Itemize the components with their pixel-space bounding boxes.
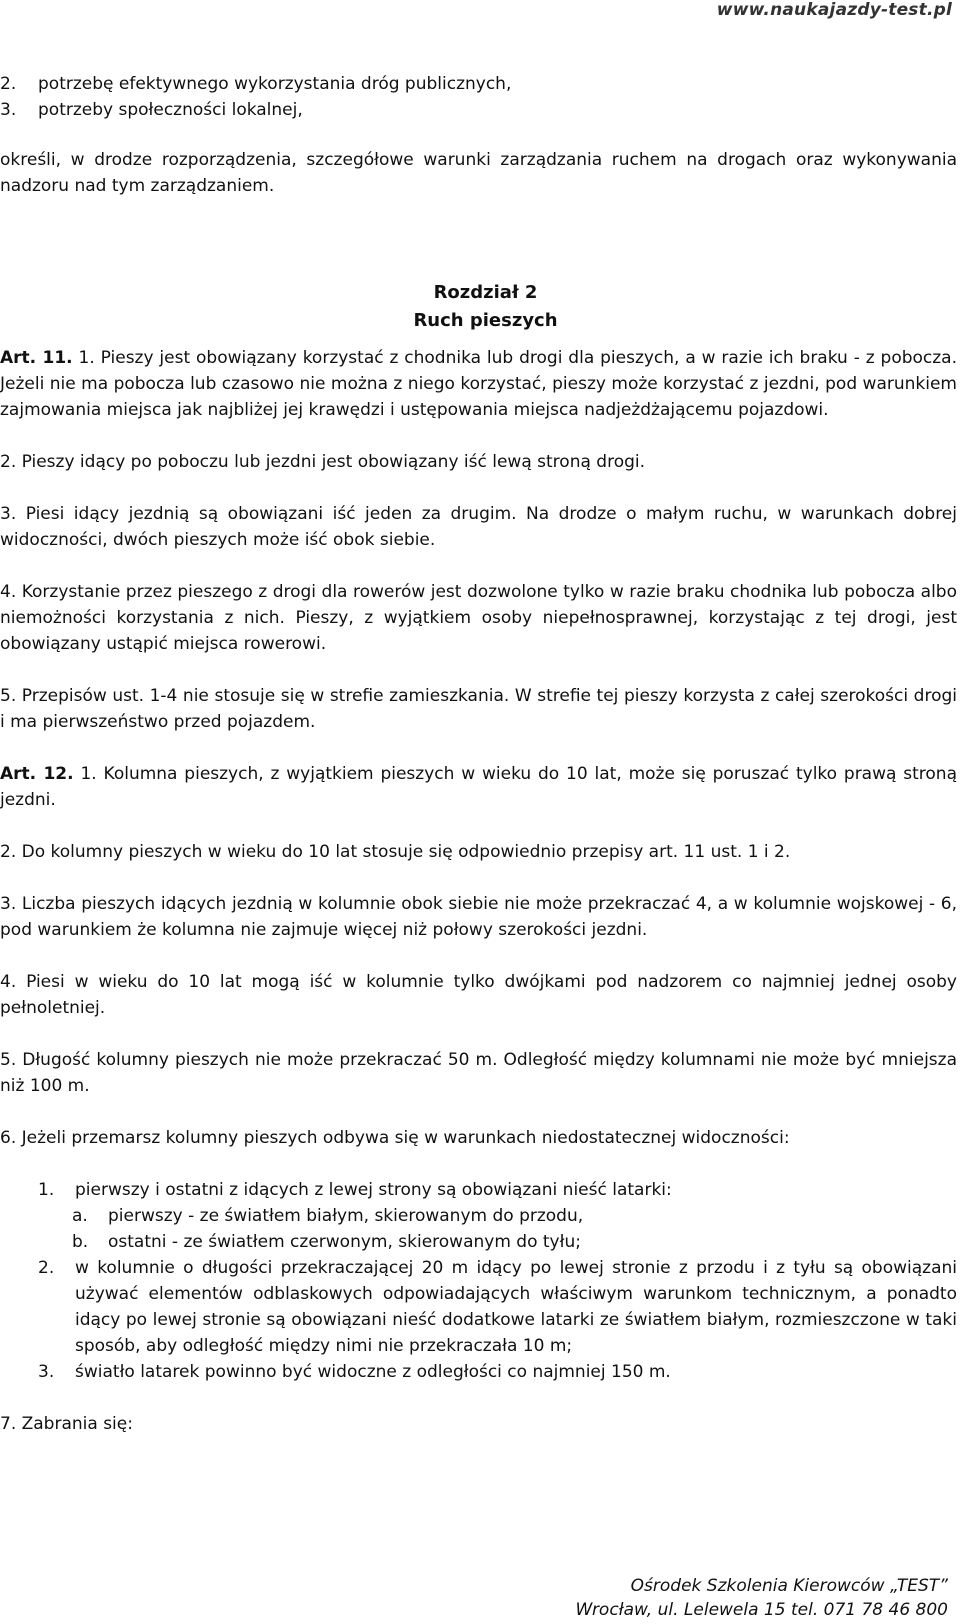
art12-para7: 7. Zabrania się: (0, 1414, 133, 1434)
art12-para4: 4. Piesi w wieku do 10 lat mogą iść w kolumnie tylko dwójkami pod nadzorem co najmniej jednej osoby pełnoletniej. (0, 972, 957, 1018)
art11-para3: 3. Piesi idący jezdnią są obowiązani iść jeden za drugim. Na drodze o małym ruchu, w warunkach dobrej widoczności, dwóch pieszych może iść obok siebie. (0, 504, 957, 550)
art11-para5: 5. Przepisów ust. 1-4 nie stosuje się w strefie zamieszkania. W strefie tej pieszy korzysta z całej szerokości drogi i ma pierwszeństwo przed pojazdem. (0, 686, 957, 732)
art12-para1 (0, 761, 957, 813)
art12-para5: 5. Długość kolumny pieszych nie może przekraczać 50 m. Odległość między kolumnami nie może być mniejsza niż 100 m. (0, 1050, 957, 1096)
art11-para1 (0, 345, 957, 423)
footer-school-name: Ośrodek Szkolenia Kierowców „TEST” (630, 1576, 948, 1596)
list-number: 2. (0, 74, 17, 94)
list-number: a. (72, 1206, 88, 1226)
art12-para2: 2. Do kolumny pieszych w wieku do 10 lat stosuje się odpowiednio przepisy art. 11 ust. 1 i 2. (0, 842, 791, 862)
header-url[interactable]: www.naukajazdy-test.pl (716, 0, 952, 20)
document-body (0, 71, 957, 1437)
sublist-item (0, 1203, 957, 1229)
article-heading: Art. 12. (0, 764, 74, 784)
list-number: 3. (38, 1362, 55, 1382)
conditions-list (0, 1177, 957, 1203)
list-item (0, 97, 957, 123)
art12-para3: 3. Liczba pieszych idących jezdnią w kolumnie obok siebie nie może przekraczać 4, a w kolumnie wojskowej - 6, pod warunkiem że kolumna nie zajmuje więcej niż połowy szerokości jezdni. (0, 894, 957, 940)
article-heading: Art. 11. (0, 348, 73, 368)
lights-sublist (0, 1203, 957, 1255)
list-text: potrzeby społeczności lokalnej, (38, 100, 303, 120)
list-text: pierwszy i ostatni z idących z lewej strony są obowiązani nieść latarki: (75, 1180, 672, 1200)
paragraph-text: 1. Kolumna pieszych, z wyjątkiem pieszych w wieku do 10 lat, może się poruszać tylko prawą stroną jezdni. (0, 764, 957, 810)
sublist-item (0, 1229, 957, 1255)
intro-list (0, 71, 957, 123)
chapter-title: Ruch pieszych (413, 310, 558, 331)
intro-paragraph: określi, w drodze rozporządzenia, szczegółowe warunki zarządzania ruchem na drogach oraz wykonywania nadzoru nad tym zarządzaniem. (0, 150, 957, 196)
art11-para2: 2. Pieszy idący po poboczu lub jezdni jest obowiązany iść lewą stroną drogi. (0, 452, 646, 472)
conditions-list-cont (0, 1255, 957, 1385)
list-text: pierwszy - ze światłem białym, skierowanym do przodu, (108, 1206, 584, 1226)
art12-para6: 6. Jeżeli przemarsz kolumny pieszych odbywa się w warunkach niedostatecznej widoczności: (0, 1128, 790, 1148)
list-text: potrzebę efektywnego wykorzystania dróg publicznych, (38, 74, 512, 94)
list-number: 1. (38, 1180, 55, 1200)
list-text: w kolumnie o długości przekraczającej 20 m idący po lewej stronie z przodu i z tyłu są obowiązani używać elementów odblaskowych odpowiadających właściwym warunkom technicznym, a ponadto idący po lewej stronie są obowiązani nieść dodatkowe latarki ze światłem białym, rozmieszczone w taki sposób, aby odległość między nimi nie przekraczała 10 m; (75, 1258, 957, 1356)
list-text: światło latarek powinno być widoczne z odległości co najmniej 150 m. (75, 1362, 671, 1382)
footer-address: Wrocław, ul. Lelewela 15 tel. 071 78 46 800 (575, 1600, 948, 1620)
paragraph-text: 1. Pieszy jest obowiązany korzystać z chodnika lub drogi dla pieszych, a w razie ich braku - z pobocza. Jeżeli nie ma pobocza lub czasowo nie można z niego korzystać, pieszy może korzystać z jezdni, pod warunkiem zajmowania miejsca jak najbliżej jej krawędzi i ustępowania miejsca nadjeżdżającemu pojazdowi. (0, 348, 957, 420)
list-text: ostatni - ze światłem czerwonym, skierowanym do tyłu; (108, 1232, 581, 1252)
list-number: b. (72, 1232, 89, 1252)
art11-para4: 4. Korzystanie przez pieszego z drogi dla rowerów jest dozwolone tylko w razie braku chodnika lub pobocza albo niemożności korzystania z nich. Pieszy, z wyjątkiem osoby niepełnosprawnej, korzystając z tej drogi, jest obowiązany ustąpić miejsca rowerowi. (0, 582, 957, 654)
list-item (0, 1359, 957, 1385)
list-item (0, 1255, 957, 1359)
list-number: 2. (38, 1258, 55, 1278)
list-item (0, 1177, 957, 1203)
list-item (0, 71, 957, 97)
list-number: 3. (0, 100, 17, 120)
page-footer (575, 1574, 948, 1622)
chapter-number: Rozdział 2 (433, 282, 538, 303)
